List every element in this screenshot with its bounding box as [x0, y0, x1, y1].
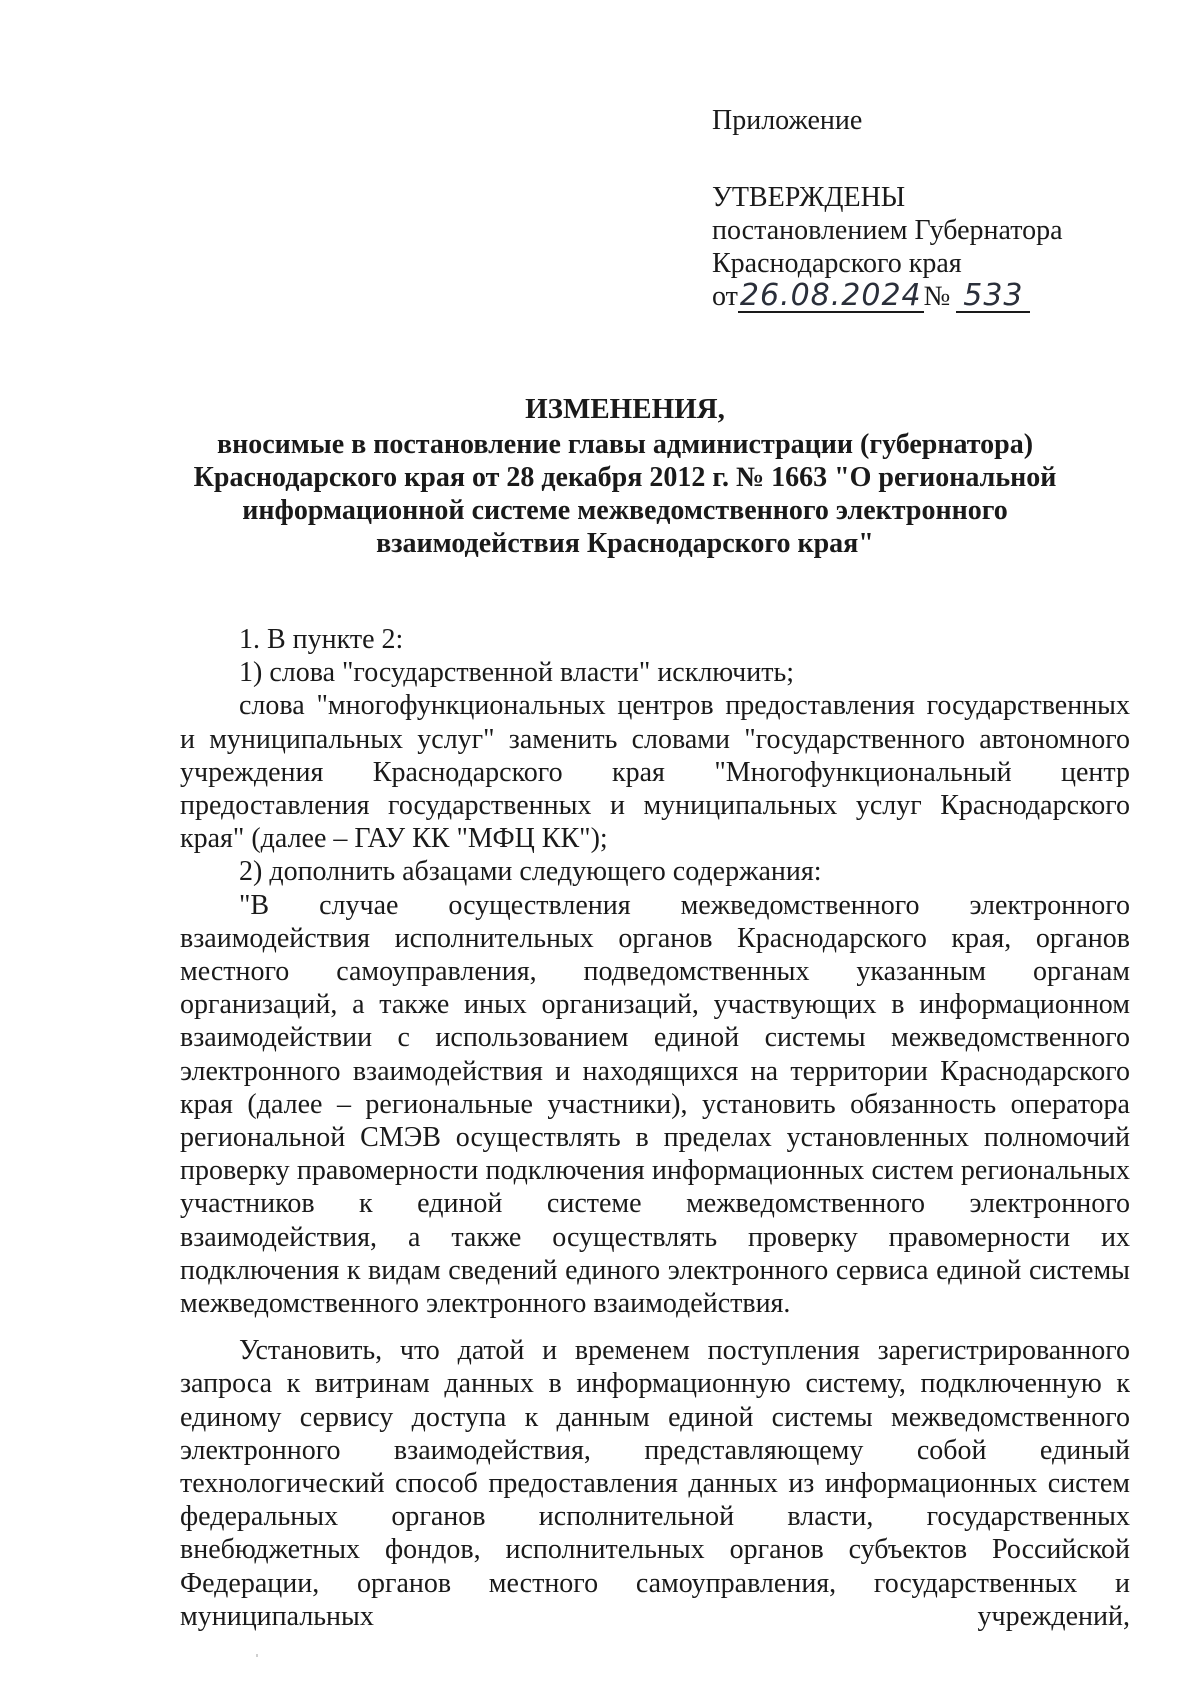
appendix-label: Приложение — [712, 105, 863, 136]
paragraph-quoted-addition: "В случае осуществления межведомственного электронного взаимодействия исполнительных органов Краснодарского края, органов местного самоуправления, подведомственных указанным органам организаций, а также иных организаций, участвующих в информационном взаимодействии с использованием единой системы межведомственного электронного взаимодействия и находящихся на территории Краснодарского края (далее – региональные участники), установить обязанность оператора региональной СМЭВ осуществлять в пределах установленных полномочий проверку правомерности подключения информационных систем региональных участников к единой системе межведомственного электронного взаимодействия, а также осуществлять проверку правомерности их подключения к видам сведений единого электронного сервиса единой системы межведомственного электронного взаимодействия. — [180, 889, 1130, 1320]
approved-heading: УТВЕРЖДЕНЫ — [712, 182, 906, 213]
title-line-3: информационной системе межведомственного электронного — [242, 495, 1008, 526]
paragraph-subitem-2: 2) дополнить абзацами следующего содержания: — [239, 856, 822, 888]
paragraph-establish: Установить, что датой и временем поступления зарегистрированного запроса к витринам данных в информационную систему, подключенную к единому сервису доступа к данным единой системы межведомственного электронного взаимодействия, представляющему собой единый технологический способ предоставления данных из информационных систем федеральных органов исполнительной власти, государственных внебюджетных фондов, исполнительных органов субъектов Российской Федерации, органов местного самоуправления, государственных и муниципальных учреждений, — [180, 1335, 1130, 1632]
title-line-1: вносимые в постановление главы администрации (губернатора) — [216, 429, 1034, 460]
title-line-2: Краснодарского края от 28 декабря 2012 г. № 1663 "О региональной — [193, 462, 1057, 493]
approved-stamp-text — [712, 181, 1152, 313]
title-heading: ИЗМЕНЕНИЯ, — [525, 393, 725, 425]
approval-block — [712, 104, 1152, 313]
title-line-4: взаимодействия Краснодарского края" — [376, 528, 874, 559]
date-prefix: от — [712, 281, 738, 312]
approved-region-line: Краснодарского края — [712, 248, 962, 279]
approval-date-line — [712, 280, 1152, 313]
document-title — [150, 393, 1100, 560]
approved-by-line: постановлением Губернатора — [712, 215, 1063, 246]
handwritten-number: 533 — [956, 281, 1030, 313]
paragraph-replacement: слова "многофункциональных центров предоставления государственных и муниципальных услуг" заменить словами "государственного автономного учреждения Краснодарского края "Многофункциональный центр предоставления государственных и муниципальных услуг Краснодарского края" (далее – ГАУ КК "МФЦ КК"); — [180, 690, 1130, 855]
number-prefix: № — [923, 281, 951, 312]
paragraph-item-1: 1. В пункте 2: — [239, 624, 404, 655]
scan-speck — [256, 1654, 258, 1657]
document-body — [180, 623, 1130, 1633]
paragraph-subitem-1: 1) слова "государственной власти" исключить; — [239, 657, 795, 689]
handwritten-date: 26.08.2024 — [739, 278, 922, 313]
